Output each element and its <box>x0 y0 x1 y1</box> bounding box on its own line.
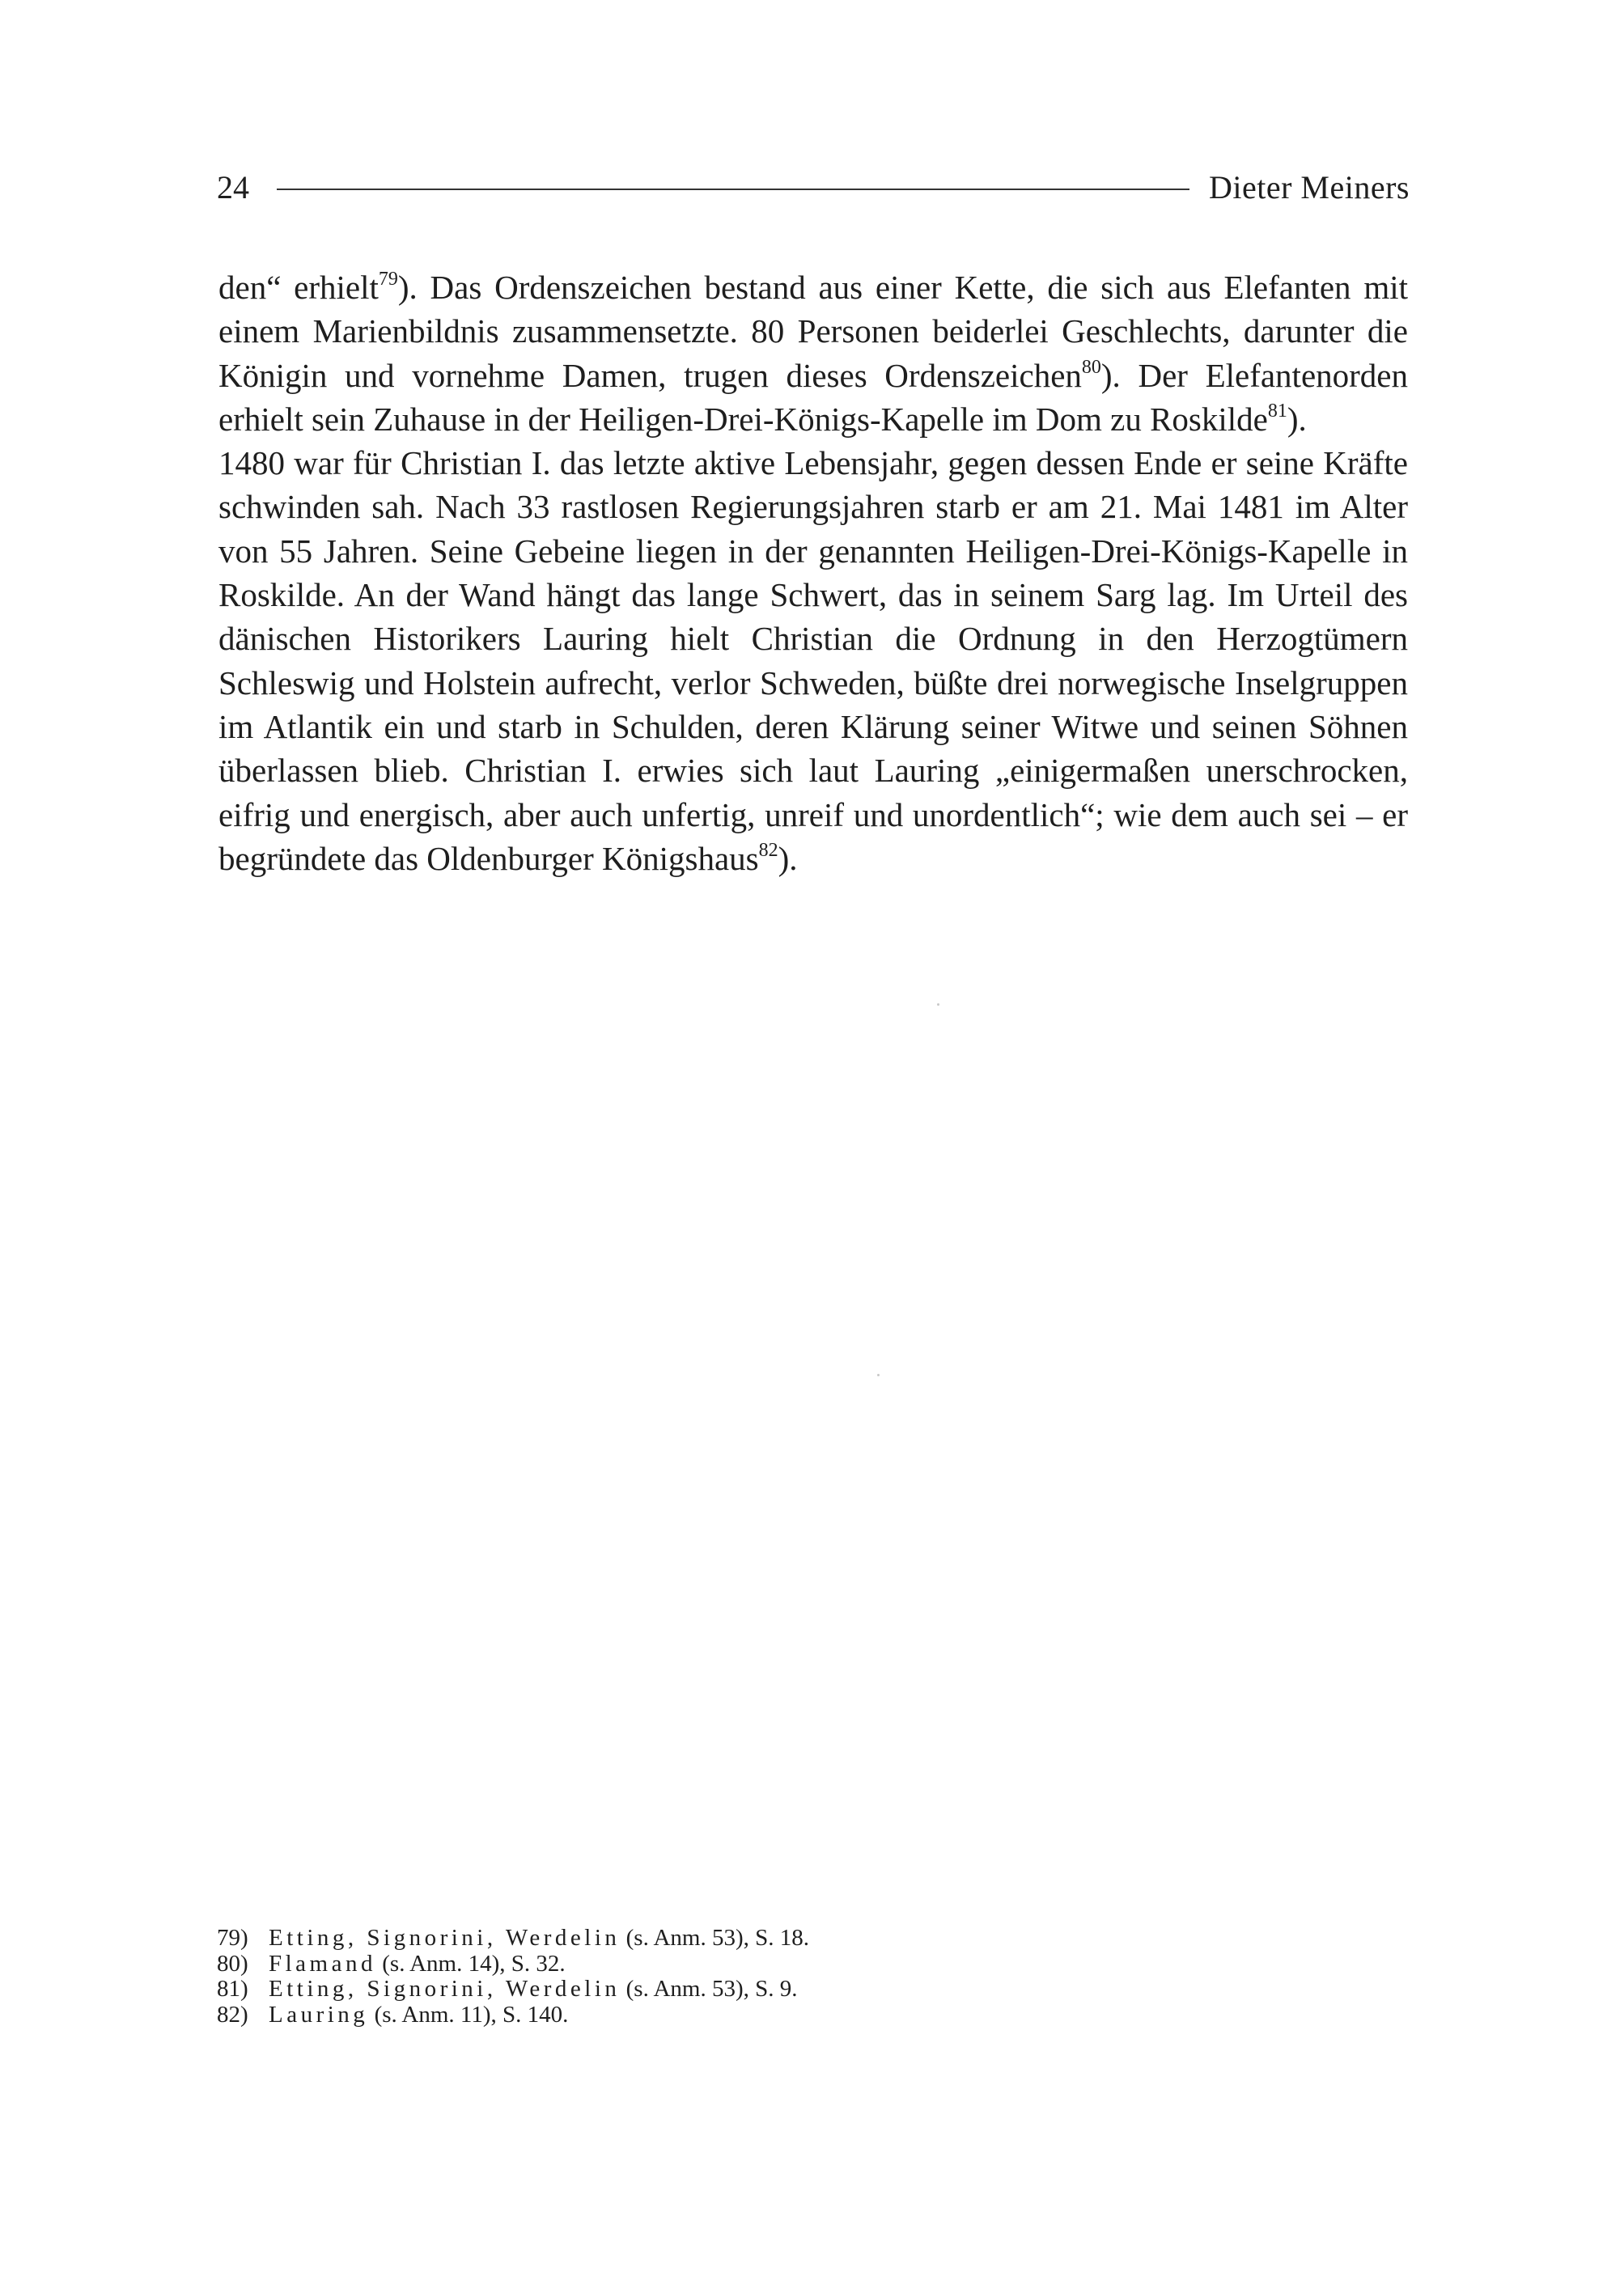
footnote-ref-79: 79 <box>378 269 398 290</box>
page-header <box>217 162 1410 214</box>
footnote-reference: (s. Anm. 11), S. 140. <box>368 2001 569 2028</box>
text-run: ). <box>778 839 798 877</box>
footnote-reference: (s. Anm. 53), S. 18. <box>620 1925 810 1951</box>
footnote-reference: (s. Anm. 53), S. 9. <box>620 1976 798 2002</box>
footnote-ref-81: 81 <box>1267 401 1287 422</box>
text-run: den“ erhielt <box>218 269 379 306</box>
header-rule <box>277 189 1189 190</box>
scan-speck <box>877 1374 880 1376</box>
scan-speck <box>937 1003 939 1006</box>
footnote-author: Etting, Signorini, Werdelin <box>269 1925 621 1951</box>
text-run: ). Das Ordenszeichen bestand aus einer Kette, die sich aus Elefanten mit einem Marienbildnis zusammensetzte. 80 Personen beiderlei Geschlechts, darunter die Königin und vornehme Damen, trugen dieses Ordenszeichen <box>218 269 1408 394</box>
footnotes <box>217 1926 1410 2028</box>
footnote-number: 82) <box>217 2001 248 2028</box>
main-text <box>218 265 1408 880</box>
footnote-reference: (s. Anm. 14), S. 32. <box>376 1950 566 1977</box>
footnote-author: Lauring <box>269 2001 369 2028</box>
footnote <box>217 2003 1410 2028</box>
footnote-author: Etting, Signorini, Werdelin <box>269 1976 621 2002</box>
paragraph <box>218 265 1408 441</box>
running-head: Dieter Meiners <box>1208 169 1410 206</box>
paragraph <box>218 441 1408 880</box>
footnote-number: 81) <box>217 1976 248 2002</box>
footnote-author: Flamand <box>269 1950 376 1977</box>
footnote-ref-80: 80 <box>1081 356 1101 378</box>
footnote <box>217 1952 1410 1977</box>
footnote-number: 80) <box>217 1950 248 1977</box>
footnote-number: 79) <box>217 1925 248 1951</box>
text-run: ). Der Elefantenorden erhielt sein Zuhause in der Heiligen-Drei-Königs-Kapelle im Dom zu Roskilde <box>218 356 1408 438</box>
text-run: ). <box>1287 400 1307 438</box>
text-run: 1480 war für Christian I. das letzte aktive Lebensjahr, gegen dessen Ende er seine Kräfte schwinden sah. Nach 33 rastlosen Regierungsjahren starb er am 21. Mai 1481 im Alter von 55 Jahren. Seine Gebeine liegen in der genannten Heiligen-Drei-Königs-Kapelle in Roskilde. An der Wand hängt das lange Schwert, das in seinem Sarg lag. Im Urteil des dänischen Historikers Lauring hielt Christian die Ordnung in den Herzogtümern Schleswig und Holstein aufrecht, verlor Schweden, büßte drei norwegische Inselgruppen im Atlantik ein und starb in Schulden, deren Klärung seiner Witwe und seinen Söhnen überlassen blieb. Christian I. erwies sich laut Lauring „einigermaßen unerschrocken, eifrig und energisch, aber auch unfertig, unreif und unordentlich“; wie dem auch sei – er begründete das Oldenburger Königshaus <box>218 444 1408 877</box>
footnote <box>217 1926 1410 1952</box>
footnote-ref-82: 82 <box>758 840 778 862</box>
page-number: 24 <box>217 169 249 206</box>
footnote <box>217 1977 1410 2003</box>
